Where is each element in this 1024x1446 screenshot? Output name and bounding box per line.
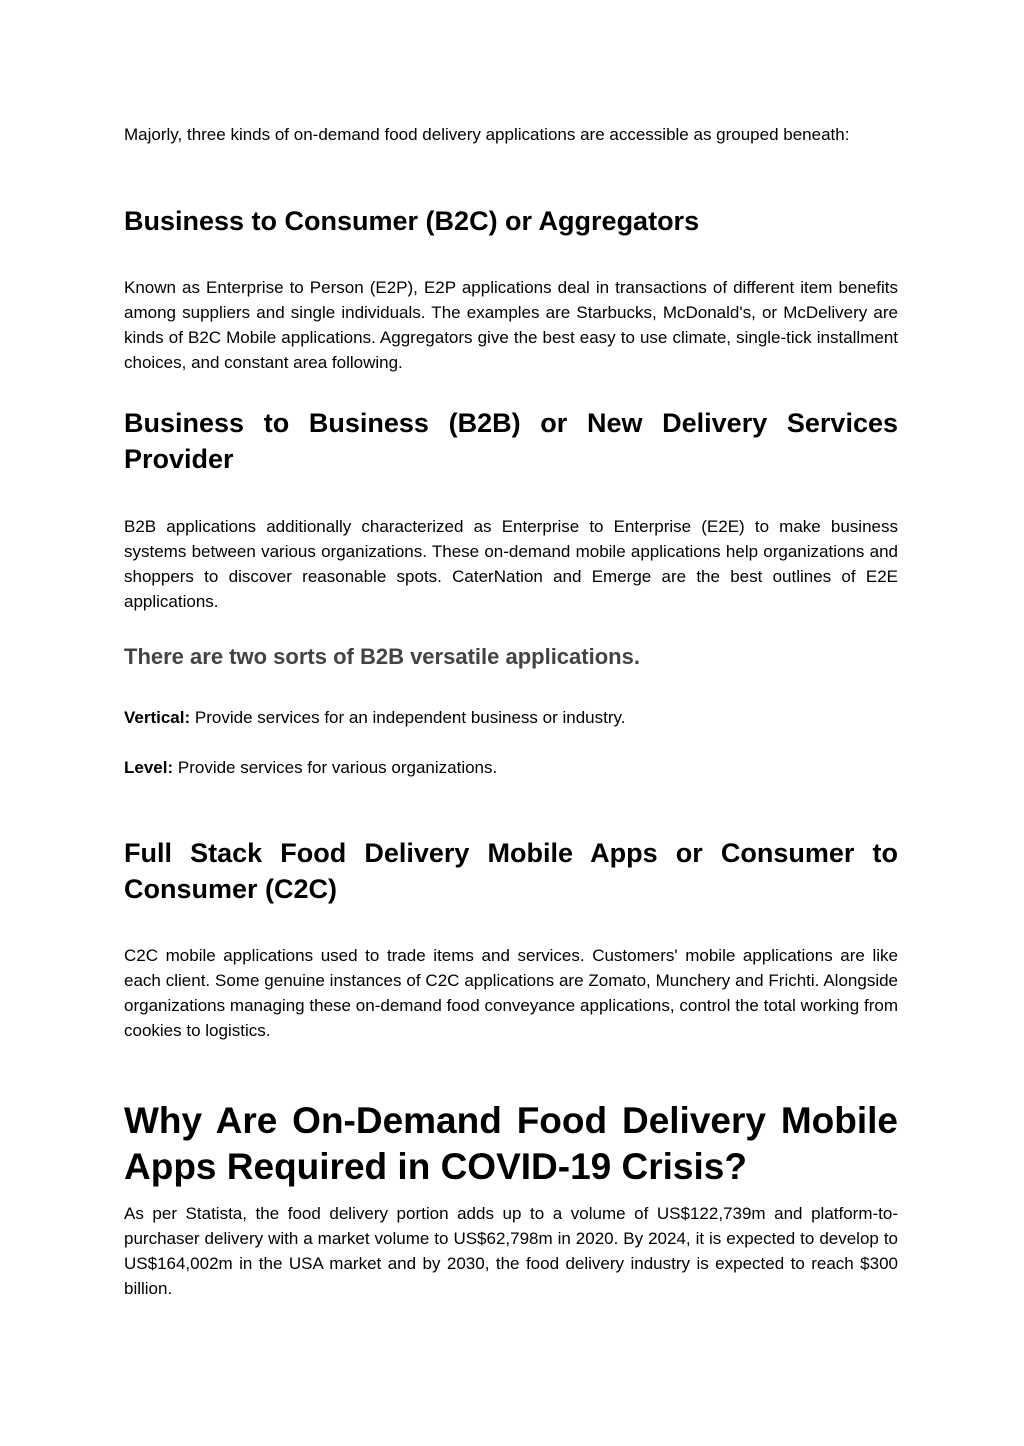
b2c-heading: Business to Consumer (B2C) or Aggregators — [124, 206, 700, 236]
intro-paragraph: Majorly, three kinds of on-demand food delivery applications are accessible as grouped beneath: — [124, 125, 850, 144]
covid-paragraph: As per Statista, the food delivery portion adds up to a volume of US$122,739m and platform-to-purchaser delivery with a market volume to US$62,798m in 2020. By 2024, it is expected to develop to US$164,002m in the USA market and by 2030, the food delivery industry is expected to reach $300 billion. — [124, 1204, 898, 1298]
type-term: Vertical: — [124, 708, 191, 727]
b2b-paragraph: B2B applications additionally characterized as Enterprise to Enterprise (E2E) to make business systems between various organizations. These on-demand mobile applications help organizations and shoppers to discover reasonable spots. CaterNation and Emerge are the best outlines of E2E applications. — [124, 517, 898, 611]
b2b-subheading: There are two sorts of B2B versatile applications. — [124, 644, 640, 669]
b2b-heading: Business to Business (B2B) or New Delivery Services Provider — [124, 408, 898, 474]
b2c-paragraph: Known as Enterprise to Person (E2P), E2P applications deal in transactions of different item benefits among suppliers and single individuals. The examples are Starbucks, McDonald's, or McDelivery are kinds of B2C Mobile applications. Aggregators give the best easy to use climate, single-tick installment choices, and constant area following. — [124, 278, 898, 372]
type-description: Provide services for various organizations. — [173, 758, 498, 777]
type-description: Provide services for an independent business or industry. — [190, 708, 626, 727]
c2c-heading: Full Stack Food Delivery Mobile Apps or Consumer to Consumer (C2C) — [124, 838, 898, 904]
c2c-paragraph: C2C mobile applications used to trade items and services. Customers' mobile applications are like each client. Some genuine instances of C2C applications are Zomato, Munchery and Frichti. Alongside organizations managing these on-demand food conveyance applications, control the total working from cookies to logistics. — [124, 946, 898, 1040]
b2b-type-vertical — [124, 705, 898, 730]
b2b-type-level — [124, 755, 898, 780]
covid-heading: Why Are On-Demand Food Delivery Mobile Apps Required in COVID-19 Crisis? — [124, 1100, 898, 1187]
type-term: Level: — [124, 758, 174, 777]
